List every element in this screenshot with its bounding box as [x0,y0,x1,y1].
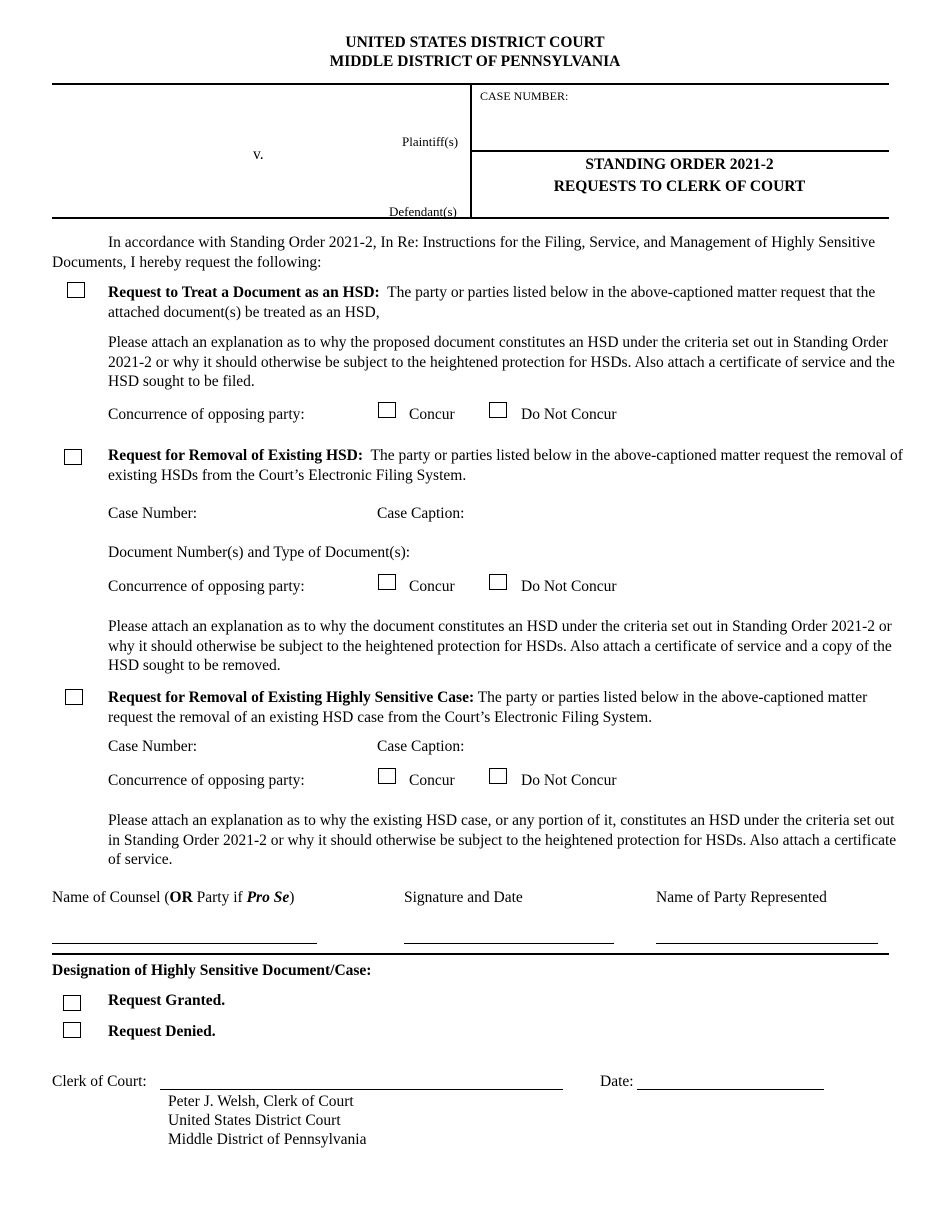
section1-do-not-concur-label: Do Not Concur [521,406,617,423]
request-denied-checkbox[interactable] [63,1022,81,1038]
case-number-field[interactable] [480,105,880,145]
counsel-name-line[interactable] [52,943,317,944]
counsel-prefix: Name of Counsel ( [52,889,170,906]
section1-do-not-concur-checkbox[interactable] [489,402,507,418]
section3-text: The party or parties listed below in the above-captioned matter request the removal of an existing HSD case from the Court’s Electronic Filing System. [108,689,868,726]
counsel-suffix: ) [289,889,295,906]
request-granted-checkbox[interactable] [63,995,81,1011]
section3-case-caption-label: Case Caption: [377,738,465,755]
clerk-date-label: Date: [600,1073,634,1090]
section3-explanation: Please attach an explanation as to why the existing HSD case, or any portion of it, constitutes an HSD under the criteria set out in Standing Order 2021-2 or why it should otherwise be subject to the heightened protection for HSDs. Also attach a certificate of service. [108,812,897,868]
clerk-signature-line[interactable] [160,1089,563,1090]
section3-concurrence-label: Concurrence of opposing party: [108,772,305,789]
section2-title: Request for Removal of Existing HSD: [108,447,364,464]
section3-title: Request for Removal of Existing Highly Sensitive Case: [108,689,475,706]
request-denied-label: Request Denied. [108,1023,216,1040]
designation-divider [52,953,889,955]
remove-hsd-checkbox[interactable] [64,449,82,465]
clerk-district: Middle District of Pennsylvania [168,1131,367,1148]
section3-do-not-concur-label: Do Not Concur [521,772,617,789]
defendant-label: Defendant(s) [389,204,457,219]
order-title: STANDING ORDER 2021-2 [585,156,774,173]
counsel-or: OR [169,889,193,906]
signature-date-label: Signature and Date [404,889,523,906]
case-number-label: CASE NUMBER: [480,89,569,103]
counsel-mid: Party if [192,889,247,906]
section1-explanation: Please attach an explanation as to why the proposed document constitutes an HSD under the criteria set out in Standing Order 2021-2 or why it should otherwise be subject to the heightened protection for HSDs. Also attach a certificate of service and the HSD sought to be filed. [108,334,895,390]
court-district: MIDDLE DISTRICT OF PENNSYLVANIA [329,53,621,70]
designation-title: Designation of Highly Sensitive Document/Case: [52,962,372,979]
party-represented-line[interactable] [656,943,878,944]
intro-text: In accordance with Standing Order 2021-2, In Re: Instructions for the Filing, Service, and Management of Highly Sensitive Documents, I hereby request the following: [52,234,876,271]
defendant-field[interactable] [60,165,390,205]
plaintiff-label: Plaintiff(s) [402,134,459,149]
section1-concurrence-label: Concurrence of opposing party: [108,406,305,423]
section3-concur-label: Concur [409,772,455,789]
section2-concur-checkbox[interactable] [378,574,396,590]
section3-do-not-concur-checkbox[interactable] [489,768,507,784]
intro-paragraph [52,233,902,272]
section1-title: Request to Treat a Document as an HSD: [108,284,380,301]
section1-concur-label: Concur [409,406,455,423]
section3-case-number-label: Case Number: [108,738,198,755]
hsd-request-checkbox[interactable] [67,282,85,298]
section3-paragraph [108,688,908,727]
plaintiff-field[interactable] [60,95,390,135]
section1-paragraph [108,283,908,322]
counsel-name-label [52,889,294,907]
section3-concur-checkbox[interactable] [378,768,396,784]
order-subtitle: REQUESTS TO CLERK OF COURT [553,178,806,195]
versus-label: v. [253,146,264,163]
section2-do-not-concur-checkbox[interactable] [489,574,507,590]
section2-paragraph [108,446,908,485]
section2-concur-label: Concur [409,578,455,595]
section2-do-not-concur-label: Do Not Concur [521,578,617,595]
clerk-label: Clerk of Court: [52,1073,147,1090]
section2-explanation: Please attach an explanation as to why the document constitutes an HSD under the criteria set out in Standing Order 2021-2 or why it should otherwise be subject to the heightened protection for HSDs. Also attach a certificate of service and a copy of the HSD sought to be removed. [108,618,892,674]
court-name: UNITED STATES DISTRICT COURT [345,34,605,51]
caption-bottom-rule [52,217,889,219]
clerk-court: United States District Court [168,1112,341,1129]
section2-text: The party or parties listed below in the above-captioned matter request the removal of existing HSDs from the Court’s Electronic Filing System. [108,447,903,484]
caption-right-divider [470,150,889,152]
party-represented-label: Name of Party Represented [656,889,827,906]
signature-date-line[interactable] [404,943,614,944]
section2-case-number-label: Case Number: [108,505,198,522]
request-granted-label: Request Granted. [108,992,226,1009]
counsel-prose: Pro Se [246,889,290,906]
section2-concurrence-label: Concurrence of opposing party: [108,578,305,595]
clerk-name: Peter J. Welsh, Clerk of Court [168,1093,354,1110]
section1-concur-checkbox[interactable] [378,402,396,418]
section2-case-caption-label: Case Caption: [377,505,465,522]
section2-document-numbers-label: Document Number(s) and Type of Document(s): [108,544,411,561]
remove-case-checkbox[interactable] [65,689,83,705]
clerk-date-line[interactable] [637,1089,824,1090]
section1-text: The party or parties listed below in the above-captioned matter request that the attached document(s) be treated as an HSD, [108,284,876,321]
